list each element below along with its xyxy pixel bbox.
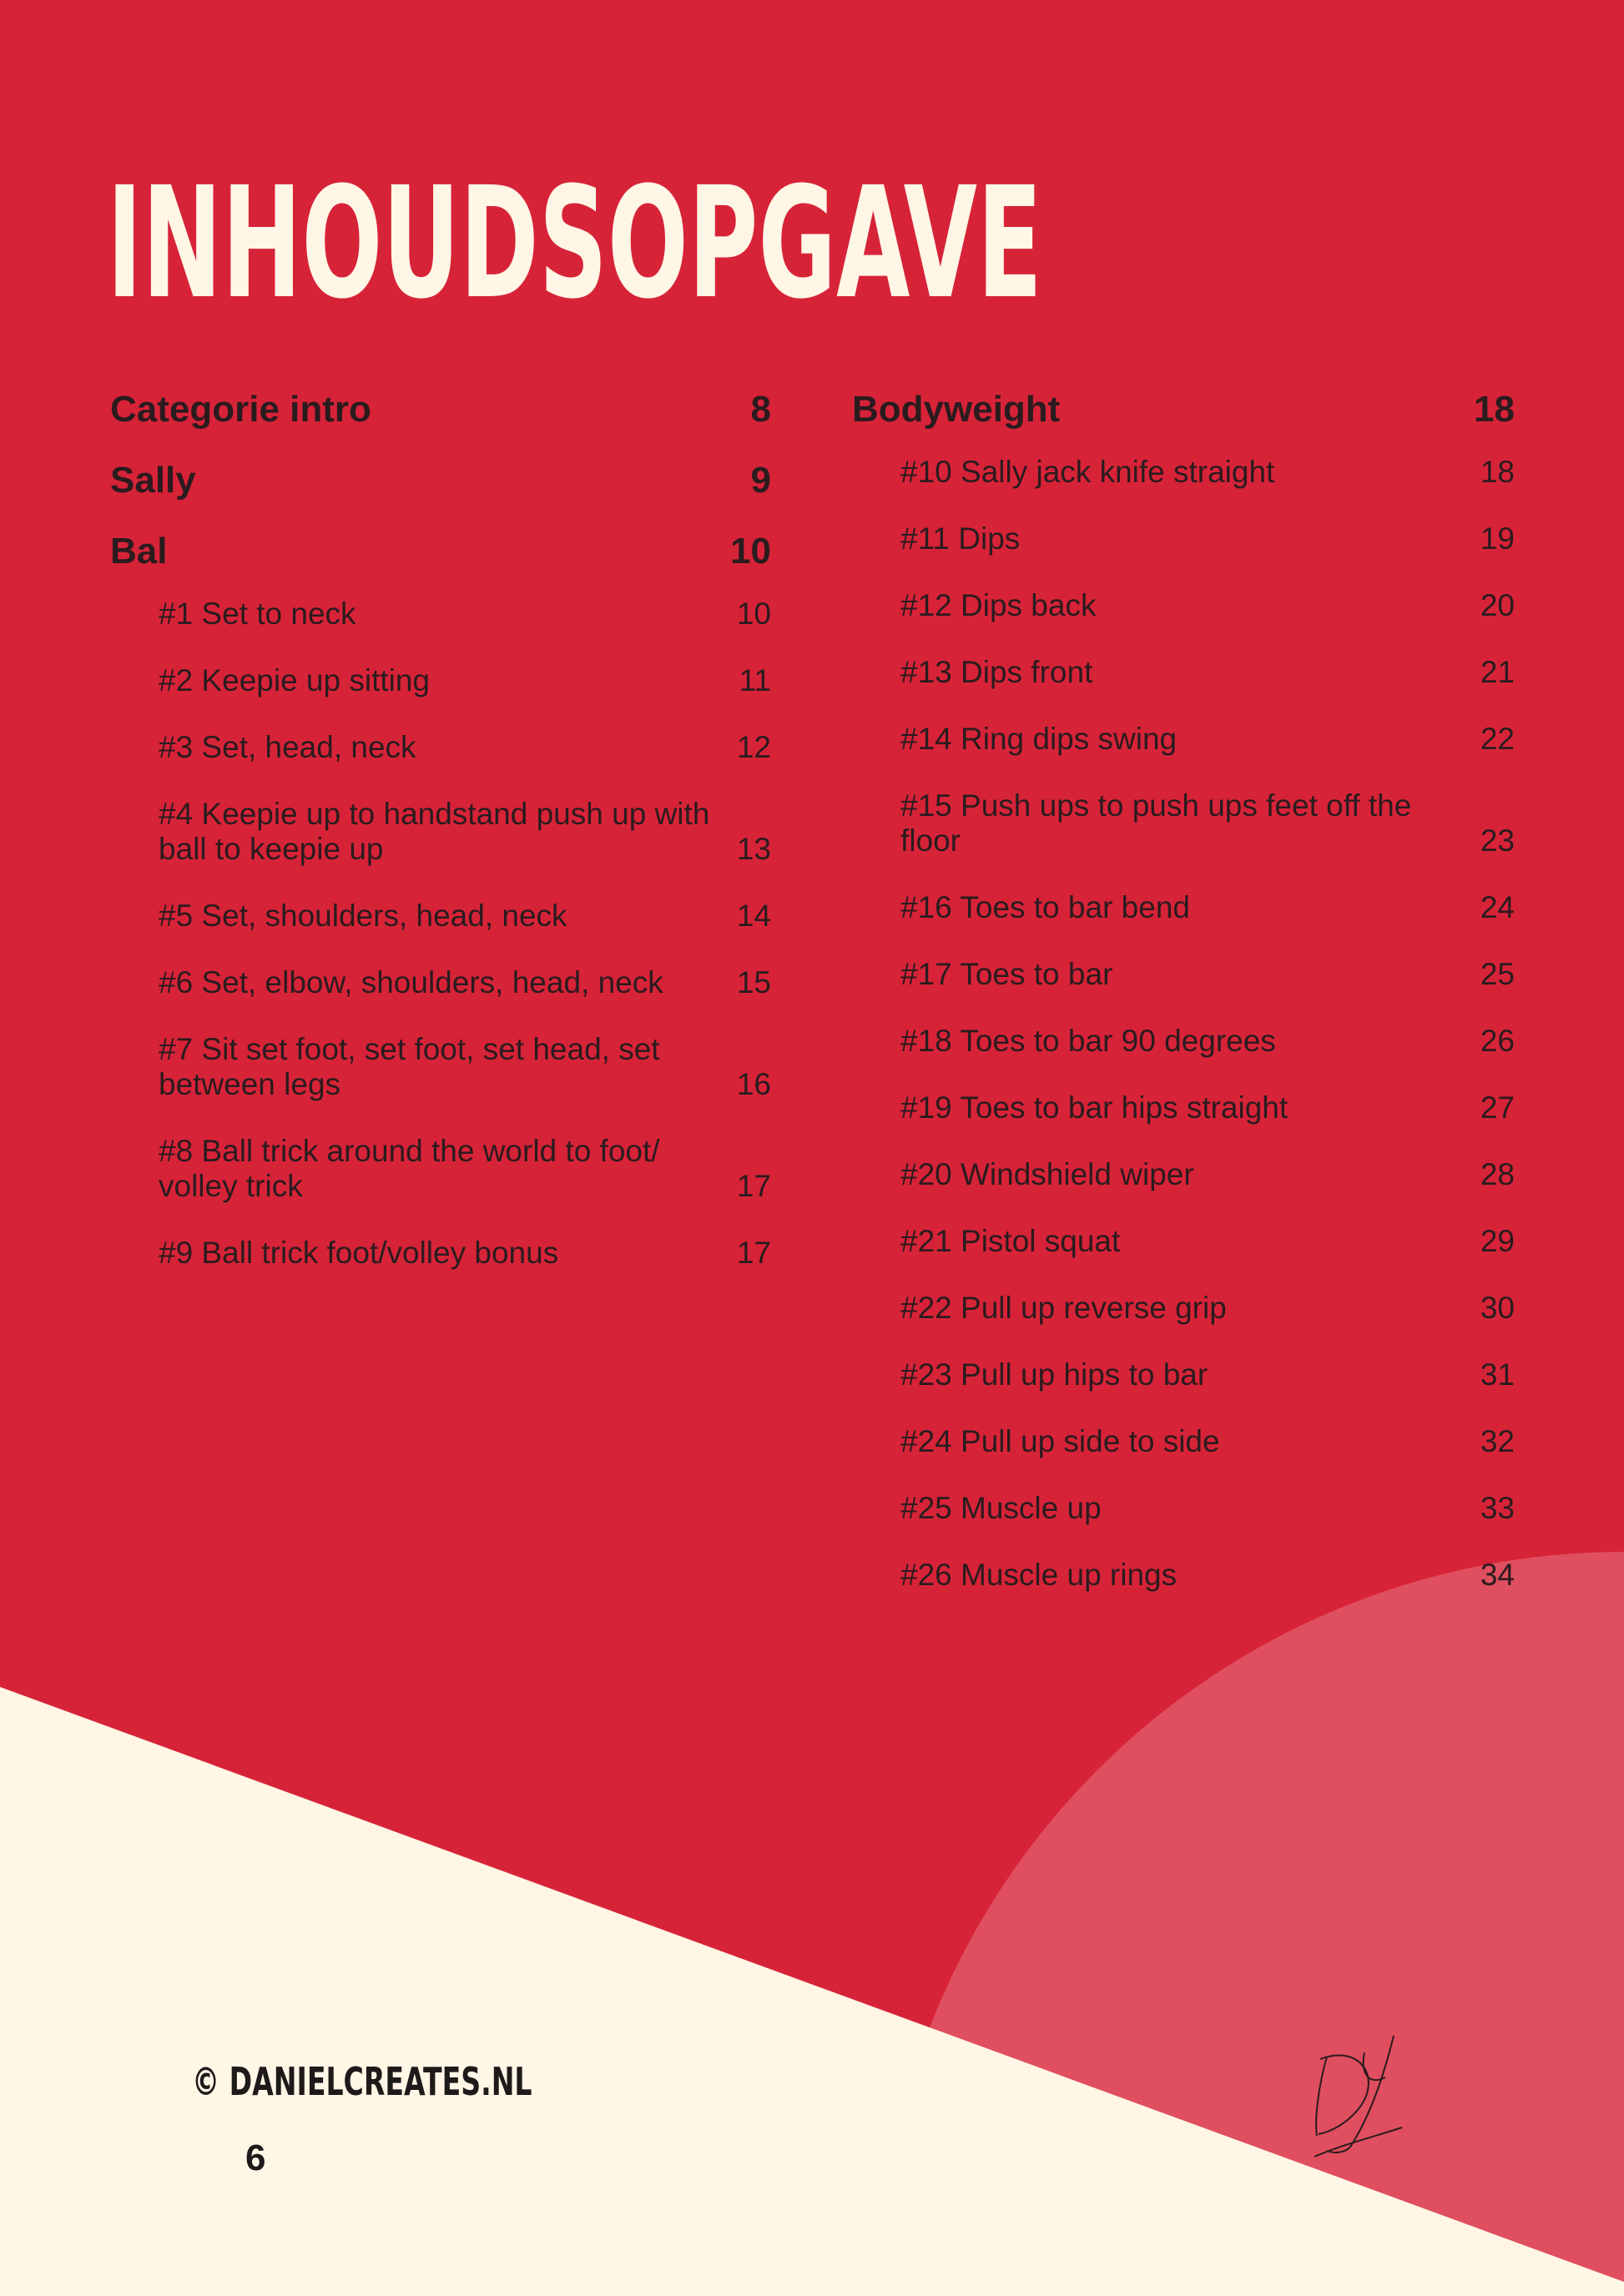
toc-entry-page-number: 9 [750,460,771,501]
toc-entry-title: #8 Ball trick around the world to foot/ volley trick [159,1134,660,1203]
toc-item-entry [852,1491,1515,1526]
toc-entry-title: #20 Windshield wiper [900,1157,1194,1191]
toc-entry-page-number: 30 [1480,1291,1515,1325]
toc-item-entry [852,1424,1515,1459]
toc-entry-page-number: 34 [1480,1558,1515,1592]
toc-item-entry [110,1236,771,1271]
toc-entry-title: Bal [110,531,168,571]
toc-entry-page-number: 25 [1480,957,1515,991]
toc-item-entry [852,1224,1515,1259]
toc-entry-title: #1 Set to neck [159,597,356,631]
toc-entry-title: #7 Sit set foot, set foot, set head, set between legs [159,1032,660,1101]
toc-entry-page-number: 31 [1480,1357,1515,1392]
toc-entry-page-number: 15 [736,965,771,999]
toc-entry-title: #11 Dips [900,521,1021,556]
page-title: INHOUDSOPGAVE [107,154,1042,333]
toc-entry-title: Sally [110,460,196,501]
toc-column-left [110,384,771,1302]
toc-item-entry [852,788,1515,858]
toc-entry-page-number: 19 [1480,521,1515,556]
signature-logo [1302,2019,1427,2161]
toc-entry-title: Bodyweight [852,389,1061,430]
toc-item-entry [852,1357,1515,1392]
toc-item-entry [852,588,1515,623]
toc-entry-title: #5 Set, shoulders, head, neck [159,899,567,933]
toc-entry-page-number: 29 [1480,1224,1515,1258]
toc-entry-title: #23 Pull up hips to bar [900,1357,1208,1392]
toc-entry-title: #2 Keepie up sitting [159,663,431,697]
toc-entry-page-number: 18 [1474,389,1515,430]
toc-entry-title: #16 Toes to bar bend [900,890,1190,924]
toc-item-entry [110,965,771,1000]
toc-entry-title: #10 Sally jack knife straight [900,455,1275,489]
toc-column-right [852,384,1515,1624]
toc-item-entry [852,521,1515,556]
footer-page-number: 6 [245,2137,266,2178]
toc-entry-page-number: 27 [1480,1090,1515,1125]
toc-entry-title: #19 Toes to bar hips straight [900,1090,1289,1125]
toc-entry-page-number: 13 [736,832,771,866]
toc-entry-page-number: 23 [1480,823,1515,858]
toc-entry-title: #25 Muscle up [900,1491,1102,1525]
toc-entry-page-number: 12 [736,730,771,764]
toc-entry-title: Categorie intro [110,389,371,430]
toc-entry-page-number: 8 [750,389,771,430]
toc-entry-page-number: 10 [730,531,771,571]
toc-entry-page-number: 21 [1480,655,1515,689]
toc-entry-page-number: 16 [736,1067,771,1101]
toc-entry-title: #15 Push ups to push ups feet off the floor [900,788,1412,858]
toc-item-entry [852,1558,1515,1593]
toc-entry-page-number: 24 [1480,890,1515,924]
toc-item-entry [852,890,1515,925]
footer-brand: © DANIELCREATES.NL [192,2059,532,2104]
toc-item-entry [852,1157,1515,1192]
toc-item-entry [852,1291,1515,1326]
toc-entry-title: #3 Set, head, neck [159,730,416,764]
toc-entry-page-number: 26 [1480,1024,1515,1058]
toc-item-entry [110,730,771,765]
toc-item-entry [110,899,771,934]
toc-entry-page-number: 14 [736,899,771,933]
toc-entry-page-number: 11 [739,663,771,697]
toc-entry-page-number: 20 [1480,588,1515,622]
toc-entry-page-number: 17 [736,1169,771,1203]
toc-entry-title: #4 Keepie up to handstand push up with ball to keepie up [159,797,710,866]
toc-entry-page-number: 10 [736,597,771,631]
toc-item-entry [852,1090,1515,1125]
toc-item-entry [852,957,1515,992]
toc-entry-title: #26 Muscle up rings [900,1558,1178,1592]
toc-item-entry [852,455,1515,490]
toc-entry-title: #9 Ball trick foot/volley bonus [159,1236,559,1270]
toc-item-entry [110,1134,771,1204]
toc-entry-title: #24 Pull up side to side [900,1424,1220,1458]
toc-entry-title: #21 Pistol squat [900,1224,1121,1258]
toc-entry-page-number: 22 [1480,722,1515,756]
toc-item-entry [110,1032,771,1102]
toc-entry-page-number: 18 [1480,455,1515,489]
toc-item-entry [852,655,1515,690]
toc-entry-page-number: 32 [1480,1424,1515,1458]
toc-entry-title: #12 Dips back [900,588,1097,622]
toc-entry-title: #22 Pull up reverse grip [900,1291,1227,1325]
toc-section-entry [852,384,1515,455]
toc-item-entry [110,797,771,867]
toc-entry-title: #6 Set, elbow, shoulders, head, neck [159,965,663,999]
toc-item-entry [852,1024,1515,1059]
toc-entry-page-number: 33 [1480,1491,1515,1525]
toc-entry-title: #17 Toes to bar [900,957,1113,991]
toc-entry-title: #13 Dips front [900,655,1093,689]
toc-entry-page-number: 17 [736,1236,771,1270]
toc-item-entry [110,663,771,698]
toc-section-entry [110,384,771,455]
toc-section-entry [110,455,771,526]
toc-item-entry [110,597,771,632]
toc-entry-title: #14 Ring dips swing [900,722,1178,756]
toc-entry-page-number: 28 [1480,1157,1515,1191]
toc-entry-title: #18 Toes to bar 90 degrees [900,1024,1276,1058]
toc-item-entry [852,722,1515,757]
toc-section-entry [110,526,771,597]
